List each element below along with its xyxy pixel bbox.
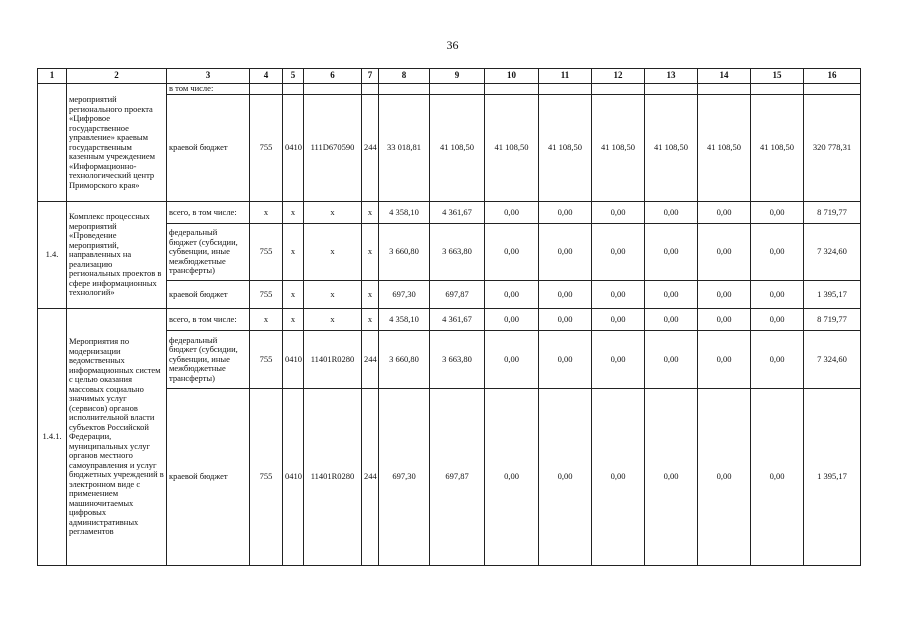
col-header: 9 (430, 69, 485, 84)
cell-value: 0,00 (592, 389, 645, 566)
cell-value: 0,00 (539, 224, 592, 281)
cell-value: 0,00 (592, 281, 645, 309)
funding-source: всего, в том числе: (167, 202, 250, 224)
cell-value: 697,87 (430, 389, 485, 566)
row-name: мероприятий регионального проекта «Цифровое государственное управление» краевым государственным казенным учреждением «Информационно-технологический центр Приморского края» (67, 84, 167, 202)
col-header: 11 (539, 69, 592, 84)
cell-value: 41 108,50 (645, 95, 698, 202)
cell-value: 0,00 (592, 309, 645, 331)
cell-value: 0,00 (539, 331, 592, 389)
table-row (38, 202, 861, 224)
page-number: 36 (446, 38, 459, 52)
cell-value: 0,00 (698, 309, 751, 331)
table-row (38, 309, 861, 331)
col-header: 3 (167, 69, 250, 84)
cell-value: 0,00 (645, 281, 698, 309)
cell-value: 0,00 (539, 281, 592, 309)
cell-total: 8 719,77 (804, 309, 861, 331)
row-index: 1.4.1. (38, 309, 67, 566)
funding-source: федеральный бюджет (субсидии, субвенции, иные межбюджетные трансферты) (167, 331, 250, 389)
cell-total: 320 778,31 (804, 95, 861, 202)
budget-table (37, 68, 861, 566)
cell-target: 111D670590 (304, 95, 362, 202)
cell-value: 0,00 (485, 389, 539, 566)
col-header: 7 (362, 69, 379, 84)
funding-source: федеральный бюджет (субсидии, субвенции, иные межбюджетные трансферты) (167, 224, 250, 281)
cell-total: 8 719,77 (804, 202, 861, 224)
cell-value: 0,00 (592, 331, 645, 389)
col-header: 10 (485, 69, 539, 84)
cell-value: 3 660,80 (379, 224, 430, 281)
cell-section: x (283, 224, 304, 281)
col-header: 13 (645, 69, 698, 84)
cell-type: x (362, 202, 379, 224)
cell-value: 0,00 (751, 309, 804, 331)
cell-value: 697,30 (379, 389, 430, 566)
row-name: Мероприятия по модернизации ведомственных информационных систем с целью оказания массовых социально значимых услуг (сервисов) органов исполнительной власти субъектов Российской Федерации, муниципальных услуг органов местного самоуправления и услуг бюджетных учреждений в электронном виде с применением машиночитаемых цифровых административных регламентов (67, 309, 167, 566)
cell-grbs: x (250, 202, 283, 224)
cell-value: 0,00 (485, 281, 539, 309)
cell-value: 0,00 (485, 202, 539, 224)
cell-value: 41 108,50 (592, 95, 645, 202)
cell-value: 0,00 (698, 281, 751, 309)
cell-value: 697,30 (379, 281, 430, 309)
cell-value: 3 663,80 (430, 331, 485, 389)
cell-value: 41 108,50 (698, 95, 751, 202)
row-name: Комплекс процессных мероприятий «Проведение мероприятий, направленных на реализацию региональных проектов в сфере информационных технологий» (67, 202, 167, 309)
cell-value: 41 108,50 (485, 95, 539, 202)
cell-value: 0,00 (645, 389, 698, 566)
cell-total: 7 324,60 (804, 331, 861, 389)
cell-grbs: x (250, 309, 283, 331)
cell-value: 3 660,80 (379, 331, 430, 389)
cell-grbs: 755 (250, 281, 283, 309)
cell-type: x (362, 224, 379, 281)
cell-value: 0,00 (751, 389, 804, 566)
col-header: 2 (67, 69, 167, 84)
cell-type: x (362, 281, 379, 309)
col-header: 12 (592, 69, 645, 84)
cell-value: 0,00 (592, 202, 645, 224)
cell-section: 0410 (283, 389, 304, 566)
cell-value: 0,00 (645, 309, 698, 331)
row-index (38, 84, 67, 202)
cell-value: 0,00 (485, 224, 539, 281)
cell-target: x (304, 224, 362, 281)
cell-target: 11401R0280 (304, 389, 362, 566)
cell-value: 0,00 (698, 331, 751, 389)
cell-value: 41 108,50 (430, 95, 485, 202)
cell-value: 41 108,50 (539, 95, 592, 202)
cell-section: 0410 (283, 331, 304, 389)
cell-grbs: 755 (250, 331, 283, 389)
funding-source: краевой бюджет (167, 389, 250, 566)
cell-total: 1 395,17 (804, 389, 861, 566)
funding-source: краевой бюджет (167, 95, 250, 202)
cell-grbs: 755 (250, 224, 283, 281)
cell-value: 0,00 (751, 224, 804, 281)
cell-value: 0,00 (539, 389, 592, 566)
cell-value: 0,00 (698, 389, 751, 566)
cell-value: 0,00 (698, 224, 751, 281)
table-row (38, 84, 861, 95)
cell-type: 244 (362, 331, 379, 389)
cell-value: 0,00 (539, 309, 592, 331)
cell-grbs: 755 (250, 389, 283, 566)
cell-total: 7 324,60 (804, 224, 861, 281)
cell-total: 1 395,17 (804, 281, 861, 309)
cell-value: 0,00 (485, 309, 539, 331)
cell-value: 4 361,67 (430, 309, 485, 331)
cell-target: x (304, 281, 362, 309)
cell-value: 0,00 (751, 331, 804, 389)
col-header: 15 (751, 69, 804, 84)
cell-section: x (283, 309, 304, 331)
col-header: 5 (283, 69, 304, 84)
funding-source: в том числе: (167, 84, 250, 95)
cell-value: 0,00 (592, 224, 645, 281)
cell-type: 244 (362, 389, 379, 566)
cell-value: 0,00 (645, 331, 698, 389)
cell-value: 4 361,67 (430, 202, 485, 224)
col-header: 4 (250, 69, 283, 84)
cell-type: 244 (362, 95, 379, 202)
cell-value: 0,00 (645, 224, 698, 281)
col-header: 1 (38, 69, 67, 84)
cell-value: 3 663,80 (430, 224, 485, 281)
cell-section: x (283, 202, 304, 224)
cell-grbs: 755 (250, 95, 283, 202)
row-index: 1.4. (38, 202, 67, 309)
header-row (38, 69, 861, 84)
cell-value: 0,00 (645, 202, 698, 224)
col-header: 6 (304, 69, 362, 84)
cell-value: 697,87 (430, 281, 485, 309)
cell-target: 11401R0280 (304, 331, 362, 389)
cell-value: 0,00 (751, 281, 804, 309)
cell-value: 4 358,10 (379, 309, 430, 331)
col-header: 8 (379, 69, 430, 84)
cell-value: 33 018,81 (379, 95, 430, 202)
cell-value: 0,00 (751, 202, 804, 224)
funding-source: всего, в том числе: (167, 309, 250, 331)
cell-section: x (283, 281, 304, 309)
cell-target: x (304, 309, 362, 331)
col-header: 14 (698, 69, 751, 84)
funding-source: краевой бюджет (167, 281, 250, 309)
cell-section: 0410 (283, 95, 304, 202)
cell-value: 4 358,10 (379, 202, 430, 224)
cell-value: 0,00 (485, 331, 539, 389)
cell-target: x (304, 202, 362, 224)
cell-value: 41 108,50 (751, 95, 804, 202)
col-header: 16 (804, 69, 861, 84)
cell-value: 0,00 (698, 202, 751, 224)
cell-type: x (362, 309, 379, 331)
cell-value: 0,00 (539, 202, 592, 224)
